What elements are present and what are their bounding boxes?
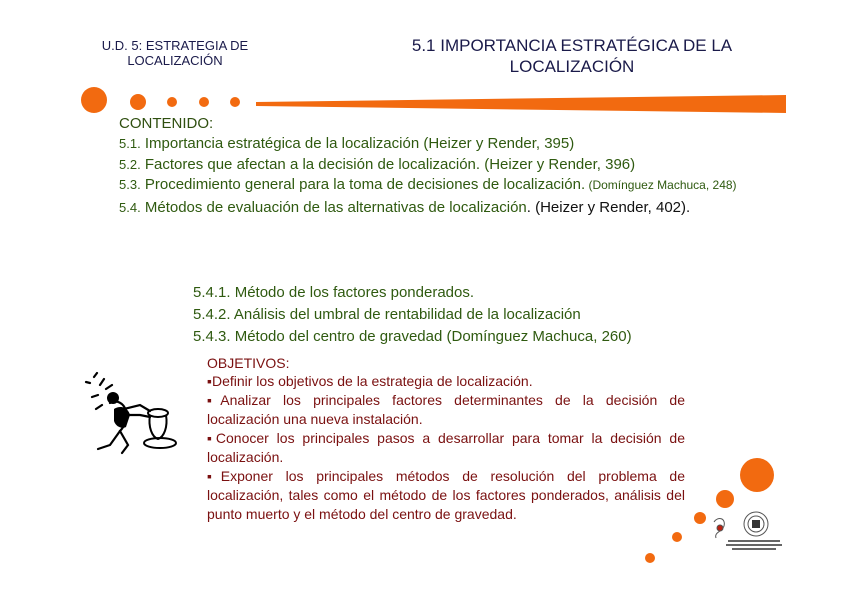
item-number: 5.2. xyxy=(119,157,141,172)
subsection-item: 5.4.2. Análisis del umbral de rentabilidad de la localización xyxy=(193,306,581,323)
subsection-item: 5.4.1. Método de los factores ponderados. xyxy=(193,284,475,301)
item-number: 5.3. xyxy=(119,177,141,192)
content-item xyxy=(119,154,781,175)
dot xyxy=(694,512,706,524)
item-reference: . (Heizer y Render, 402). xyxy=(526,199,691,216)
item-text: Métodos de evaluación de las alternativas de localización xyxy=(140,199,527,216)
dot xyxy=(130,94,146,110)
content-section xyxy=(119,115,781,218)
item-reference: (Domínguez Machuca, 248) xyxy=(585,178,737,192)
university-crest-icon xyxy=(708,508,784,556)
content-item xyxy=(119,133,781,154)
content-item xyxy=(119,175,781,195)
objectives-section xyxy=(207,355,685,524)
subsections xyxy=(193,282,753,348)
objectives-heading: OBJETIVOS: xyxy=(207,355,290,371)
content-heading: CONTENIDO: xyxy=(119,115,214,132)
objective-item: ▪Exponer los principales métodos de resolución del problema de localización, tales como el método de los factores ponderados, análisis del punto muerto y el método del centro de gravedad. xyxy=(207,468,685,522)
unit-label: U.D. 5: ESTRATEGIA DE LOCALIZACIÓN xyxy=(101,38,249,68)
dot xyxy=(167,97,177,107)
dot xyxy=(716,490,734,508)
person-pushing-icon xyxy=(80,365,190,455)
item-text: Importancia estratégica de la localización (Heizer y Render, 395) xyxy=(140,135,575,152)
item-text: Factores que afectan a la decisión de localización. (Heizer y Render, 396) xyxy=(140,156,636,173)
item-number: 5.1. xyxy=(119,136,141,151)
dot-large xyxy=(740,458,774,492)
dot-large xyxy=(81,87,107,113)
header-swoosh-bar xyxy=(256,93,786,115)
slide-title: 5.1 IMPORTANCIA ESTRATÉGICA DE LA LOCALIZACIÓN xyxy=(411,36,733,76)
dot xyxy=(645,553,655,563)
dot xyxy=(672,532,682,542)
objective-item: ▪Definir los objetivos de la estrategia de localización. xyxy=(207,373,533,389)
dot xyxy=(230,97,240,107)
objective-item: ▪Analizar los principales factores determinantes de la decisión de localización una nueva instalación. xyxy=(207,392,685,427)
subsection-item: 5.4.3. Método del centro de gravedad (Domínguez Machuca, 260) xyxy=(193,328,632,345)
item-number: 5.4. xyxy=(119,200,141,215)
content-item xyxy=(119,197,781,218)
objective-item: ▪Conocer los principales pasos a desarrollar para tomar la decisión de localización. xyxy=(207,430,685,465)
item-text: Procedimiento general para la toma de decisiones de localización. xyxy=(140,176,586,193)
dot xyxy=(199,97,209,107)
